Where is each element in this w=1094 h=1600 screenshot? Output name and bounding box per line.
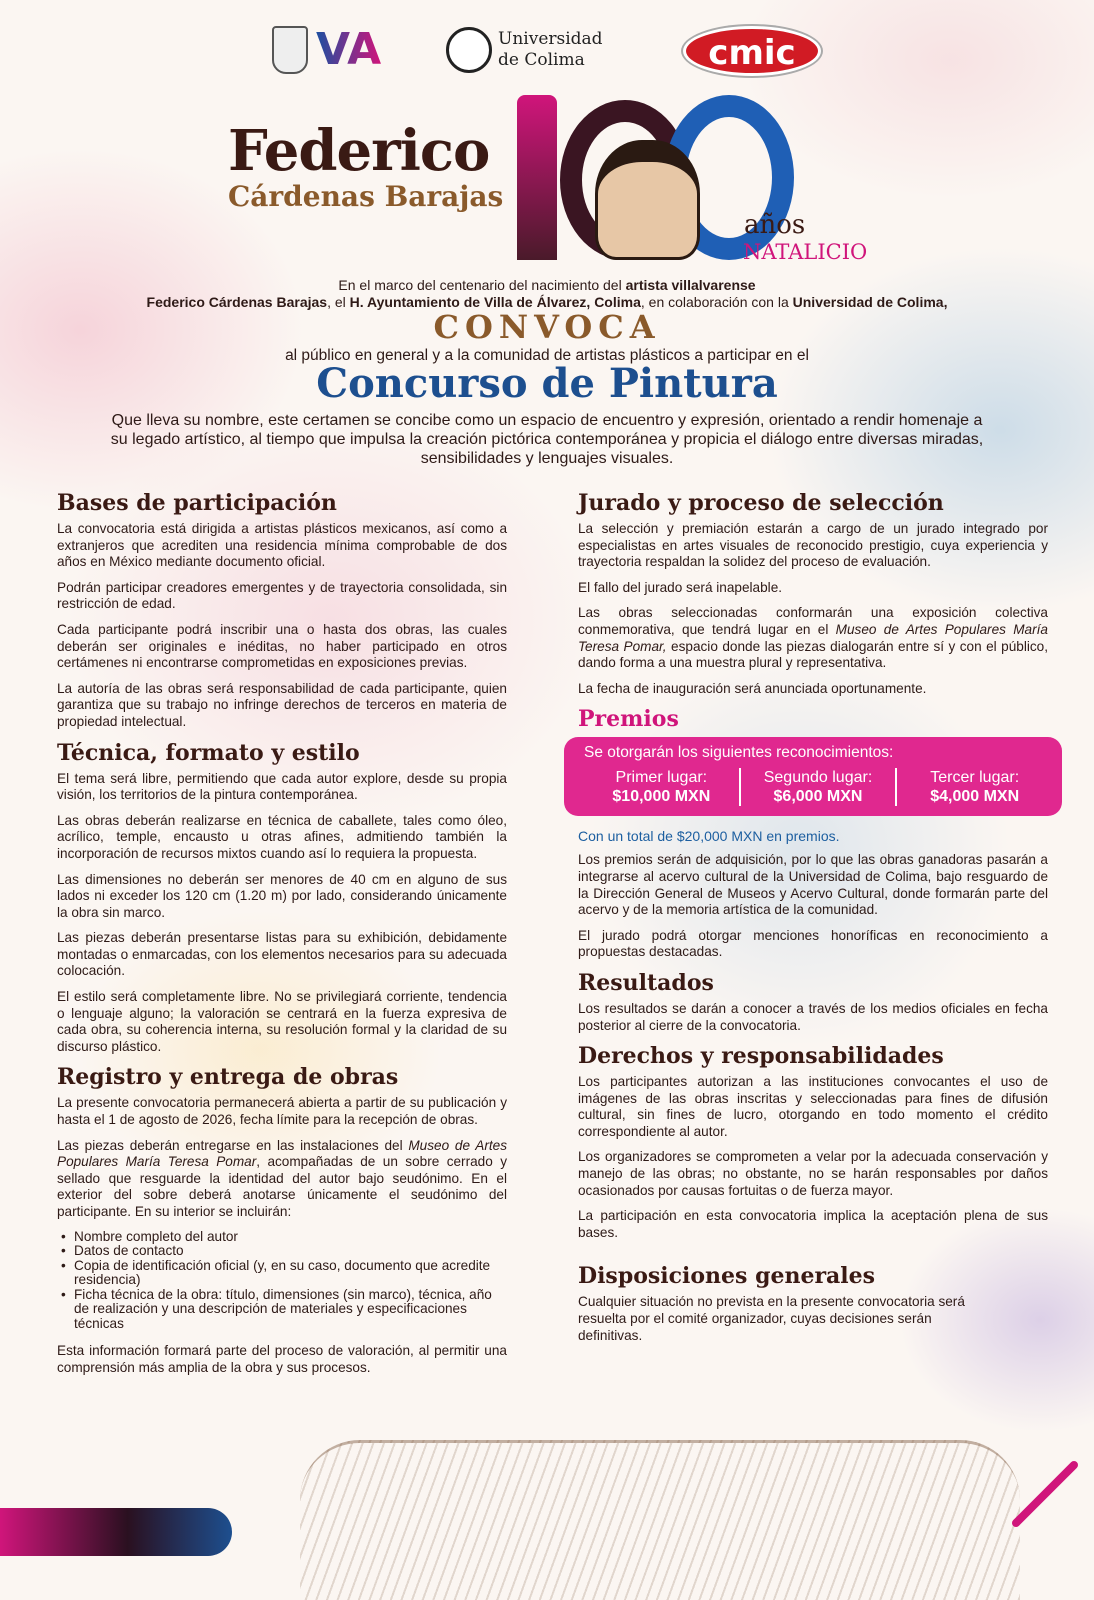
paragraph: Los organizadores se comprometen a velar por la adecuada conservación y manejo de las obras; no obstante, no se harán responsables por daños ocasionados por causas fortuitas o de fuerza mayor. [578, 1149, 1048, 1198]
bases-section [57, 490, 507, 731]
paragraph: Esta información formará parte del proceso de valoración, al permitir una comprensión más amplia de la obra y sus procesos. [57, 1343, 507, 1375]
paragraph: Los premios serán de adquisición, por lo que las obras ganadoras pasarán a integrarse al acervo cultural de la Universidad de Colima, bajo resguardo de la Dirección General de Museos y Acervo Cultural, donde formarán parte del acervo y de la memoria artística de la comunidad. [578, 852, 1048, 918]
paragraph: Los participantes autorizan a las instituciones convocantes el uso de imágenes de las obras inscritas y seleccionadas para fines de difusión cultural, sin fines de lucro, otorgando en todo momento el crédito correspondiente al autor. [578, 1074, 1048, 1139]
paragraph: La autoría de las obras será responsabilidad de cada participante, quien garantiza que su trabajo no infringe derechos de terceros en materia de propiedad intelectual. [57, 680, 507, 729]
right-column [578, 490, 1048, 1353]
paragraph: El jurado podrá otorgar menciones honoríficas en reconocimiento a propuestas destacadas. [578, 927, 1048, 960]
text-part: espacio donde las piezas dialogarán entre sí y con el público, dando forma a una muestra plural y representativa. [578, 638, 1048, 671]
prize-label: Tercer lugar: [930, 769, 1020, 787]
left-column [57, 490, 507, 1385]
paragraph: La convocatoria está dirigida a artistas plásticos mexicanos, así como a extranjeros que acrediten una residencia mínima comprobable de dos años en México mediante documento oficial. [57, 521, 507, 570]
list-item: • Copia de identificación oficial (y, en su caso, documento que acredite residencia) [57, 1259, 507, 1288]
title-surname: Cárdenas Barajas [228, 180, 504, 213]
prize-second [741, 768, 898, 806]
lead-paragraph: Que lleva su nombre, este certamen se concibe como un espacio de encuentro y expresión, orientado a rendir homenaje a su legado artístico, al tiempo que impulsa la creación pictórica contemporánea y propicia el diálogo entre diversas miradas, sensibilidades y lenguajes visuales. [110, 412, 984, 467]
text-part: , acompañadas de un sobre cerrado y sellado que resguarde la identidad del autor bajo seudónimo. En el exterior del sobre deberá anotarse únicamente el seudónimo del participante. En su interior se incluirán: [57, 1154, 507, 1219]
udc-line2: de Colima [498, 50, 585, 70]
natalicio-label: NATALICIO [743, 240, 868, 264]
derechos-section [578, 1043, 1048, 1241]
paragraph: La participación en esta convocatoria implica la aceptación plena de sus bases. [578, 1208, 1048, 1240]
tecnica-section [57, 740, 507, 1056]
section-heading: Premios [578, 706, 679, 733]
villa-de-alvarez-shield-logo [272, 26, 308, 74]
prize-first [584, 768, 741, 806]
list-item: • Datos de contacto [57, 1244, 507, 1259]
section-heading: Técnica, formato y estilo [57, 739, 360, 766]
intro-text-bold: artista villalvarense [625, 277, 756, 293]
concurso-title: Concurso de Pintura [316, 360, 778, 407]
paragraph: La selección y premiación estarán a cargo de un jurado integrado por especialistas en artes visuales de reconocido prestigio, cuya experiencia y trayectoria respaldan la solidez del proceso de evaluación. [578, 521, 1048, 570]
convoca-heading: CONVOCA [433, 308, 661, 346]
resultados-section [578, 970, 1048, 1034]
paragraph: El estilo será completamente libre. No se privilegiará corriente, tendencia o lenguaje alguno; la valoración se centrará en la fuerza expresiva de cada obra, su coherencia interna, su resolución formal y la claridad de su discurso plástico. [57, 989, 507, 1054]
paragraph [578, 605, 1048, 671]
paragraph: Las piezas deberán presentarse listas para su exhibición, debidamente montadas o enmarcadas, con los elementos necesarios para su adecuada colocación. [57, 930, 507, 979]
universidad-de-colima-logo [498, 29, 603, 71]
prize-amount: $6,000 MXN [773, 788, 863, 806]
paintbrush-illustration [1010, 1459, 1079, 1528]
paragraph: Cada participante podrá inscribir una o hasta dos obras, las cuales deberán ser originales e inéditas, no haber participado en otros certámenes ni encontrarse comprometidas en exposiciones previas. [57, 621, 507, 671]
city-sketch-illustration [300, 1440, 1020, 1600]
anos-label: años [744, 210, 806, 240]
list-item: • Ficha técnica de la obra: título, dimensiones (sin marco), técnica, año de realización y una descripción de materiales y especificaciones técnicas [57, 1288, 507, 1332]
prizes-total: Con un total de $20,000 MXN en premios. [578, 828, 840, 845]
section-heading: Jurado y proceso de selección [578, 490, 944, 516]
prize-amount: $4,000 MXN [930, 788, 1020, 806]
paragraph: Las dimensiones no deberán ser menores de 40 cm en alguno de sus lados ni exceder los 120 cm (1.20 m) por lado, considerando únicamente la obra sin marco. [57, 871, 507, 920]
paragraph: La presente convocatoria permanecerá abierta a partir de su publicación y hasta el 1 de agosto de 2026, fecha límite para la recepción de obras. [57, 1095, 507, 1128]
intro-text-bold: H. Ayuntamiento de Villa de Álvarez, Colima [349, 294, 641, 310]
paragraph: Las obras deberán realizarse en técnica de caballete, tales como óleo, acrílico, temple, encausto u otras afines, admitiendo también la incorporación de recursos mixtos cuando así lo requiera la propuesta. [57, 812, 507, 861]
jurado-section [578, 490, 1048, 697]
intro-text-bold: Universidad de Colima, [792, 294, 948, 310]
section-heading: Derechos y responsabilidades [578, 1043, 944, 1070]
prize-label: Segundo lugar: [763, 769, 873, 787]
section-heading: Bases de participación [57, 490, 337, 516]
universidad-de-colima-seal-logo [446, 27, 492, 73]
hundred-one-graphic [517, 95, 557, 260]
paragraph: La fecha de inauguración será anunciada oportunamente. [578, 680, 927, 696]
list-item: • Nombre completo del autor [57, 1230, 507, 1245]
paragraph: El fallo del jurado será inapelable. [578, 579, 783, 595]
text-part: Las obras seleccionadas conformarán una exposición colectiva conmemorativa, que tendrá lugar en el [578, 605, 1048, 637]
prize-third [897, 768, 1052, 806]
section-heading: Registro y entrega de obras [57, 1064, 399, 1091]
udc-line1: Universidad [498, 29, 603, 49]
paragraph: Los resultados se darán a conocer a través de los medios oficiales en fecha posterior al cierre de la convocatoria. [578, 1000, 1048, 1033]
paragraph [57, 1138, 507, 1221]
section-heading: Disposiciones generales [578, 1263, 876, 1290]
intro-text-bold: Federico Cárdenas Barajas [146, 294, 328, 310]
section-heading: Resultados [578, 969, 714, 996]
paragraph: El tema será libre, permitiendo que cada autor explore, desde su propia visión, los territorios de la pintura contemporánea. [57, 770, 507, 803]
cmic-logo: cmic [683, 26, 821, 76]
requirements-list [57, 1230, 507, 1332]
prize-label: Primer lugar: [615, 769, 708, 787]
title-name: Federico [228, 118, 490, 184]
publico-text: al público en general y a la comunidad de artistas plásticos a participar en el [285, 347, 809, 364]
villa-de-alvarez-logo: VA [316, 24, 382, 75]
intro-text-part: , el [327, 294, 350, 310]
paragraph: Podrán participar creadores emergentes y de trayectoria consolidada, sin restricción de edad. [57, 579, 507, 612]
registro-section [57, 1064, 507, 1376]
premios-section [578, 706, 1048, 961]
paragraph: Cualquier situación no prevista en la presente convocatoria será resuelta por el comité organizador, cuyas decisiones serán definitivas. [578, 1294, 965, 1343]
disposiciones-section [578, 1263, 1048, 1344]
prize-amount: $10,000 MXN [612, 788, 711, 806]
intro-text [0, 277, 1094, 311]
prizes-box [564, 737, 1062, 816]
text-part: Las piezas deberán entregarse en las instalaciones del [57, 1137, 409, 1153]
prizes-box-title: Se otorgarán los siguientes reconocimientos: [584, 744, 894, 762]
portrait-illustration [595, 140, 700, 260]
decorative-gradient-bar [0, 1508, 232, 1556]
intro-text-part: En el marco del centenario del nacimiento del [338, 277, 626, 293]
intro-text-part: , en colaboración con la [640, 294, 793, 310]
museum-name: Museo de Artes Populares María Teresa Pomar [57, 1137, 507, 1170]
museum-name: Museo de Artes Populares María Teresa Pomar, [578, 621, 1048, 654]
